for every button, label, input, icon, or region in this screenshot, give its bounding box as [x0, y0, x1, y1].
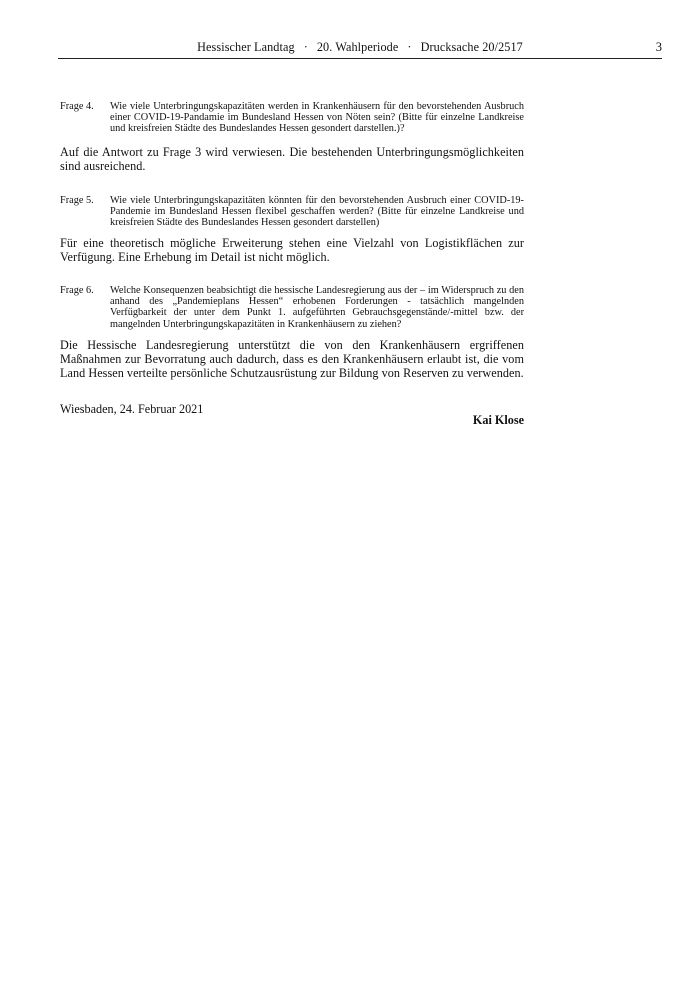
header-line — [58, 40, 662, 55]
page-number: 3 — [655, 40, 662, 54]
page-header — [58, 40, 662, 58]
answer-6: Die Hessische Landesregierung unterstützt die von den Krankenhäusern ergriffenen Maßnahmen zur Bevorratung auch dadurch, dass es den Krankenhäusern erlaubt ist, die vom Land Hessen verteilte persönliche Schutzausrüstung zur Bildung von Reserven zu verwenden. — [60, 338, 524, 380]
question-text: Wie viele Unterbringungskapazitäten könnten für den bevorstehenden Ausbruch einer COVID-19-Pandemie im Bundesland Hessen flexibel geschaffen werden? (Bitte für einzelne Landkreise und kreisfreien Städte des Bundeslandes Hessen gesondert darstellen) — [110, 195, 524, 229]
question-text: Wie viele Unterbringungskapazitäten werden in Krankenhäusern für den bevorstehenden Ausbruch einer COVID-19-Pandamie im Bundesland Hessen von Nöten sein? (Bitte für einzelne Landkreise und kreisfreien Städte des Bundeslandes Hessen gesondert darstellen.)? — [110, 101, 524, 135]
signature-name: Kai Klose — [472, 413, 524, 427]
question-label: Frage 4. — [60, 101, 94, 112]
header-separator: · — [407, 40, 412, 54]
question-5 — [60, 195, 524, 229]
signature-place-date: Wiesbaden, 24. Februar 2021 — [60, 402, 204, 416]
header-document-number: Drucksache 20/2517 — [420, 40, 523, 54]
header-separator: · — [303, 40, 308, 54]
question-label: Frage 6. — [60, 285, 94, 296]
answer-5: Für eine theoretisch mögliche Erweiterung stehen eine Vielzahl von Logistikflächen zur Verfügung. Eine Erhebung im Detail ist nicht möglich. — [60, 236, 524, 264]
question-4 — [60, 101, 524, 135]
question-text: Welche Konsequenzen beabsichtigt die hessische Landesregierung aus der – im Widerspruch zu den anhand des „Pandemieplans Hessen“ erhobenen Forderungen - tatsächlich mangelnden Verfügbarkeit der unter dem Punkt 1. aufgeführten Gebrauchsgegenstände/-mittel bzw. der mangelnden Unterbringungskapazitäten in Krankenhäusern zu ziehen? — [110, 285, 524, 330]
header-rule — [58, 58, 662, 59]
question-label: Frage 5. — [60, 195, 94, 206]
header-parliament: Hessischer Landtag — [197, 40, 295, 54]
answer-4: Auf die Antwort zu Frage 3 wird verwiesen. Die bestehenden Unterbringungsmöglichkeiten sind ausreichend. — [60, 145, 524, 173]
header-period: 20. Wahlperiode — [316, 40, 399, 54]
question-6 — [60, 285, 524, 330]
